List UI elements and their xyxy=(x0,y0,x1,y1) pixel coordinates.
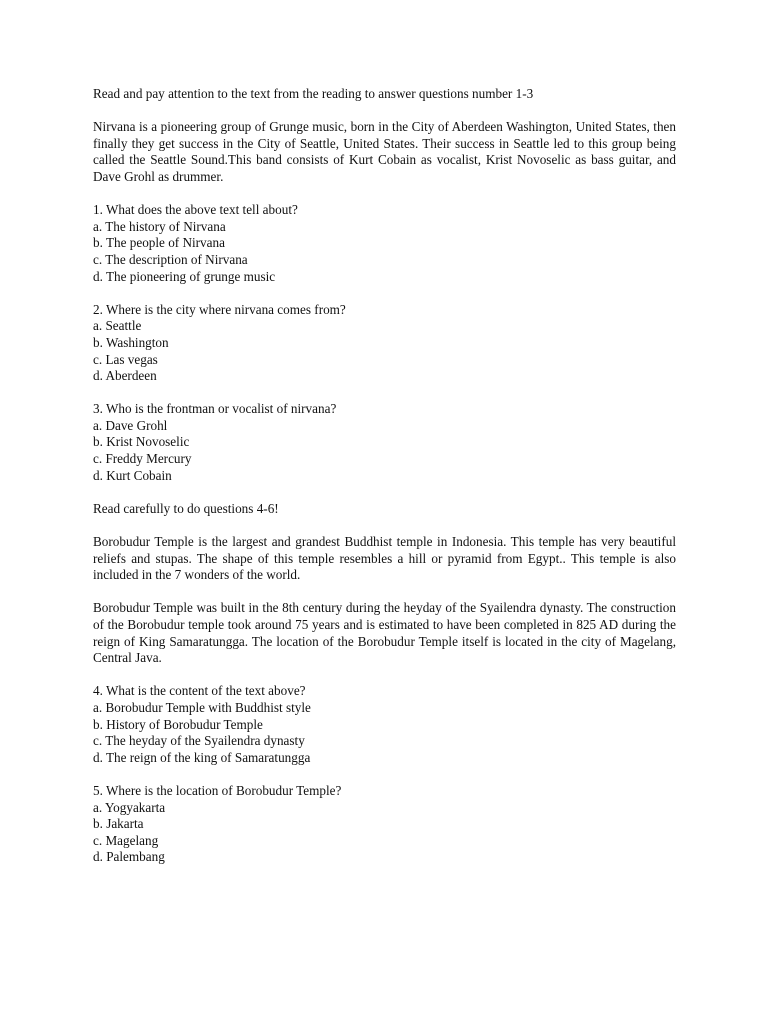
answer-option: a. Seattle xyxy=(93,318,142,334)
answer-option: c. The heyday of the Syailendra dynasty xyxy=(93,733,305,749)
passage-borobudur-1: Borobudur Temple is the largest and grandest Buddhist temple in Indonesia. This temple has very beautiful reliefs and stupas. The shape of this temple resembles a hill or pyramid from Egypt.. This temple is also included in the 7 wonders of the world. xyxy=(93,534,676,583)
question-text: 3. Who is the frontman or vocalist of nirvana? xyxy=(93,401,337,417)
answer-option: b. Jakarta xyxy=(93,816,144,832)
answer-option: d. Palembang xyxy=(93,849,165,865)
document-page xyxy=(93,86,676,883)
question-text: 5. Where is the location of Borobudur Temple? xyxy=(93,782,342,798)
answer-option: c. The description of Nirvana xyxy=(93,251,248,267)
question-2 xyxy=(93,302,676,385)
question-text: 4. What is the content of the text above? xyxy=(93,683,306,699)
answer-option: c. Freddy Mercury xyxy=(93,451,192,467)
instruction-4-6: Read carefully to do questions 4-6! xyxy=(93,500,279,516)
passage-nirvana: Nirvana is a pioneering group of Grunge music, born in the City of Aberdeen Washington, United States, then finally they get success in the City of Seattle, United States. Their success in Seattle led to this group being called the Seattle Sound.This band consists of Kurt Cobain as vocalist, Krist Novoselic as bass guitar, and Dave Grohl as drummer. xyxy=(93,119,676,184)
passage-borobudur-2: Borobudur Temple was built in the 8th century during the heyday of the Syailendra dynasty. The construction of the Borobudur temple took around 75 years and is estimated to have been completed in 825 AD during the reign of King Samaratungga. The location of the Borobudur Temple itself is located in the city of Magelang, Central Java. xyxy=(93,600,676,666)
answer-option: a. Borobudur Temple with Buddhist style xyxy=(93,699,311,715)
instruction-1-3: Read and pay attention to the text from the reading to answer questions number 1-3 xyxy=(93,86,534,101)
answer-option: b. History of Borobudur Temple xyxy=(93,716,263,732)
question-5 xyxy=(93,783,676,866)
answer-option: c. Magelang xyxy=(93,832,159,848)
answer-option: d. The reign of the king of Samaratungga xyxy=(93,749,311,765)
answer-option: b. The people of Nirvana xyxy=(93,235,225,251)
question-4 xyxy=(93,683,676,766)
answer-option: c. Las vegas xyxy=(93,351,158,367)
answer-option: a. Dave Grohl xyxy=(93,417,168,433)
answer-option: a. The history of Nirvana xyxy=(93,218,226,234)
question-1 xyxy=(93,202,676,285)
answer-option: d. Aberdeen xyxy=(93,368,157,384)
question-3 xyxy=(93,401,676,484)
answer-option: b. Krist Novoselic xyxy=(93,434,190,450)
answer-option: b. Washington xyxy=(93,334,169,350)
answer-option: d. Kurt Cobain xyxy=(93,467,172,483)
question-text: 2. Where is the city where nirvana comes from? xyxy=(93,301,346,317)
question-text: 1. What does the above text tell about? xyxy=(93,202,298,218)
answer-option: d. The pioneering of grunge music xyxy=(93,268,276,284)
answer-option: a. Yogyakarta xyxy=(93,799,166,815)
